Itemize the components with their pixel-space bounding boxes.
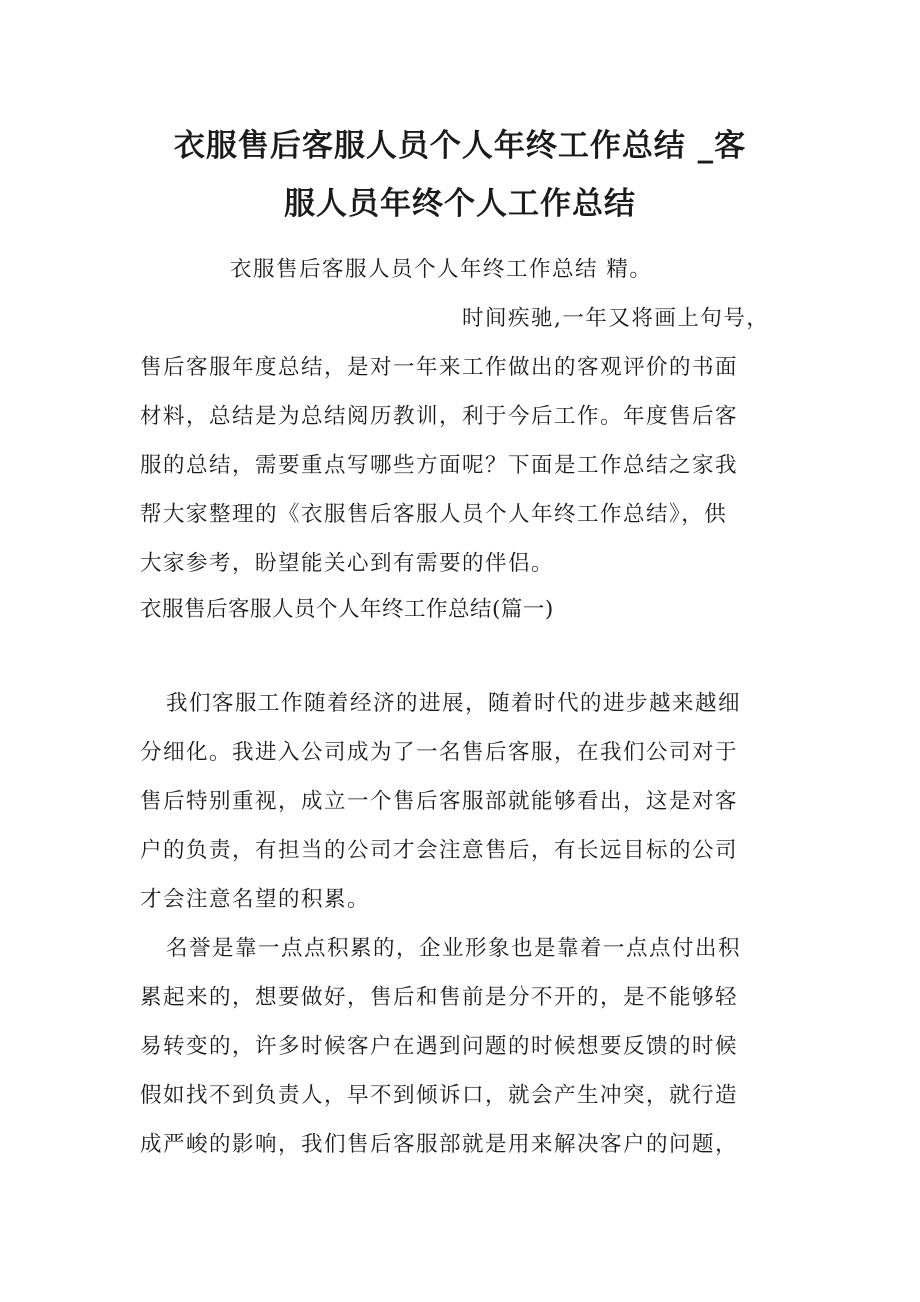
intro-line: 时间疾驰,一年又将画上句号， xyxy=(462,306,770,331)
intro-line: 售后客服年度总结，是对一年来工作做出的客观评价的书面 xyxy=(140,355,739,380)
paragraph-line: 分细化。我进入公司成为了一名售后客服，在我们公司对于 xyxy=(140,740,739,765)
paragraph-line: 成严峻的影响，我们售后客服部就是用来解决客户的问题， xyxy=(140,1132,739,1157)
document-subtitle: 衣服售后客服人员个人年终工作总结 精。 xyxy=(230,257,653,282)
document-title-line-1: 衣服售后客服人员个人年终工作总结 _客 xyxy=(173,128,747,164)
intro-line: 服的总结，需要重点写哪些方面呢？下面是工作总结之家我 xyxy=(140,453,739,478)
intro-line: 帮大家整理的《衣服售后客服人员个人年终工作总结》，供 xyxy=(140,502,728,527)
paragraph-line: 我们客服工作随着经济的进展，随着时代的进步越来越细 xyxy=(166,691,742,716)
paragraph-line: 易转变的，许多时候客户在遇到问题的时候想要反馈的时候 xyxy=(140,1034,739,1059)
intro-line: 大家参考，盼望能关心到有需要的伴侣。 xyxy=(140,551,555,576)
document-title-line-2: 服人员年终个人工作总结 xyxy=(284,186,636,222)
paragraph-line: 假如找不到负责人，早不到倾诉口，就会产生冲突，就行造 xyxy=(140,1083,739,1108)
paragraph-line: 名誉是靠一点点积累的，企业形象也是靠着一点点付出积 xyxy=(166,936,742,961)
paragraph-line: 累起来的，想要做好，售后和售前是分不开的，是不能够轻 xyxy=(140,985,739,1010)
intro-line: 材料，总结是为总结阅历教训，利于今后工作。年度售后客 xyxy=(140,404,739,429)
paragraph-line: 售后特别重视，成立一个售后客服部就能够看出，这是对客 xyxy=(140,789,739,814)
section-heading: 衣服售后客服人员个人年终工作总结(篇一) xyxy=(140,597,554,622)
paragraph-line: 户的负责，有担当的公司才会注意售后，有长远目标的公司 xyxy=(140,838,739,863)
paragraph-line: 才会注意名望的积累。 xyxy=(140,887,371,912)
